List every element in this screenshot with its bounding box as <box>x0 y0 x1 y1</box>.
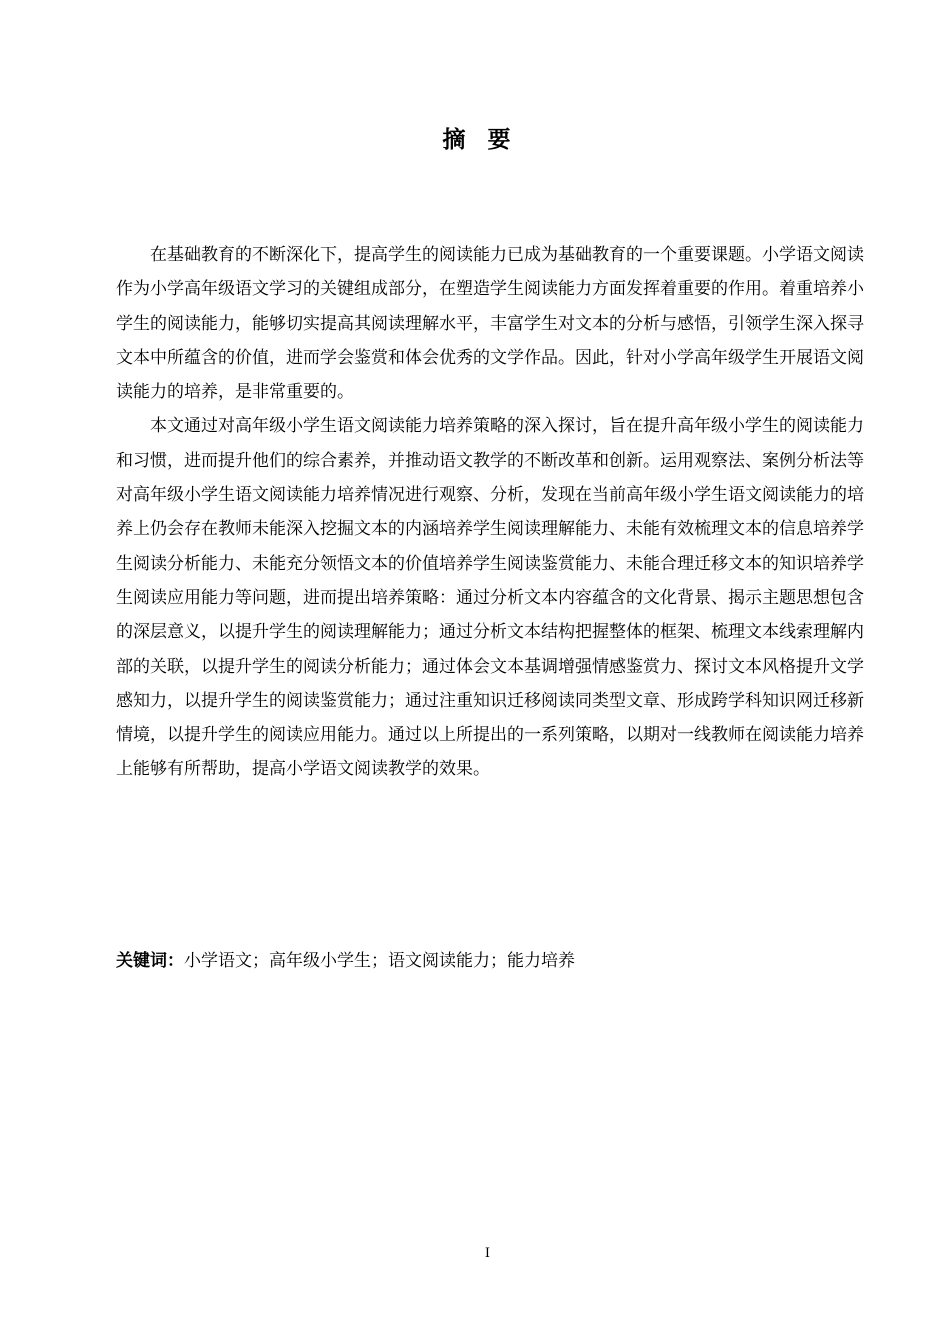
keywords-line <box>116 946 864 976</box>
abstract-body <box>116 238 864 787</box>
keywords-label: 关键词： <box>116 951 184 971</box>
page-title: 摘要 <box>442 126 533 153</box>
abstract-paragraph-2: 本文通过对高年级小学生语文阅读能力培养策略的深入探讨，旨在提升高年级小学生的阅读能力和习惯，进而提升他们的综合素养，并推动语文教学的不断改革和创新。运用观察法、案例分析法等对高年级小学生语文阅读能力培养情况进行观察、分析，发现在当前高年级小学生语文阅读能力的培养上仍会存在教师未能深入挖掘文本的内涵培养学生阅读理解能力、未能有效梳理文本的信息培养学生阅读分析能力、未能充分领悟文本的价值培养学生阅读鉴赏能力、未能合理迁移文本的知识培养学生阅读应用能力等问题，进而提出培养策略：通过分析文本内容蕴含的文化背景、揭示主题思想包含的深层意义，以提升学生的阅读理解能力；通过分析文本结构把握整体的框架、梳理文本线索理解内部的关联，以提升学生的阅读分析能力；通过体会文本基调增强情感鉴赏力、探讨文本风格提升文学感知力，以提升学生的阅读鉴赏能力；通过注重知识迁移阅读同类型文章、形成跨学科知识网迁移新情境，以提升学生的阅读应用能力。通过以上所提出的一系列策略，以期对一线教师在阅读能力培养上能够有所帮助，提高小学语文阅读教学的效果。 <box>116 416 864 780</box>
page-number: I <box>484 1246 491 1261</box>
abstract-paragraph-1: 在基础教育的不断深化下，提高学生的阅读能力已成为基础教育的一个重要课题。小学语文阅读作为小学高年级语文学习的关键组成部分，在塑造学生阅读能力方面发挥着重要的作用。着重培养小学生的阅读能力，能够切实提高其阅读理解水平，丰富学生对文本的分析与感悟，引领学生深入探寻文本中所蕴含的价值，进而学会鉴赏和体会优秀的文学作品。因此，针对小学高年级学生开展语文阅读能力的培养，是非常重要的。 <box>116 245 864 403</box>
keywords-text: 小学语文；高年级小学生；语文阅读能力；能力培养 <box>184 951 575 971</box>
